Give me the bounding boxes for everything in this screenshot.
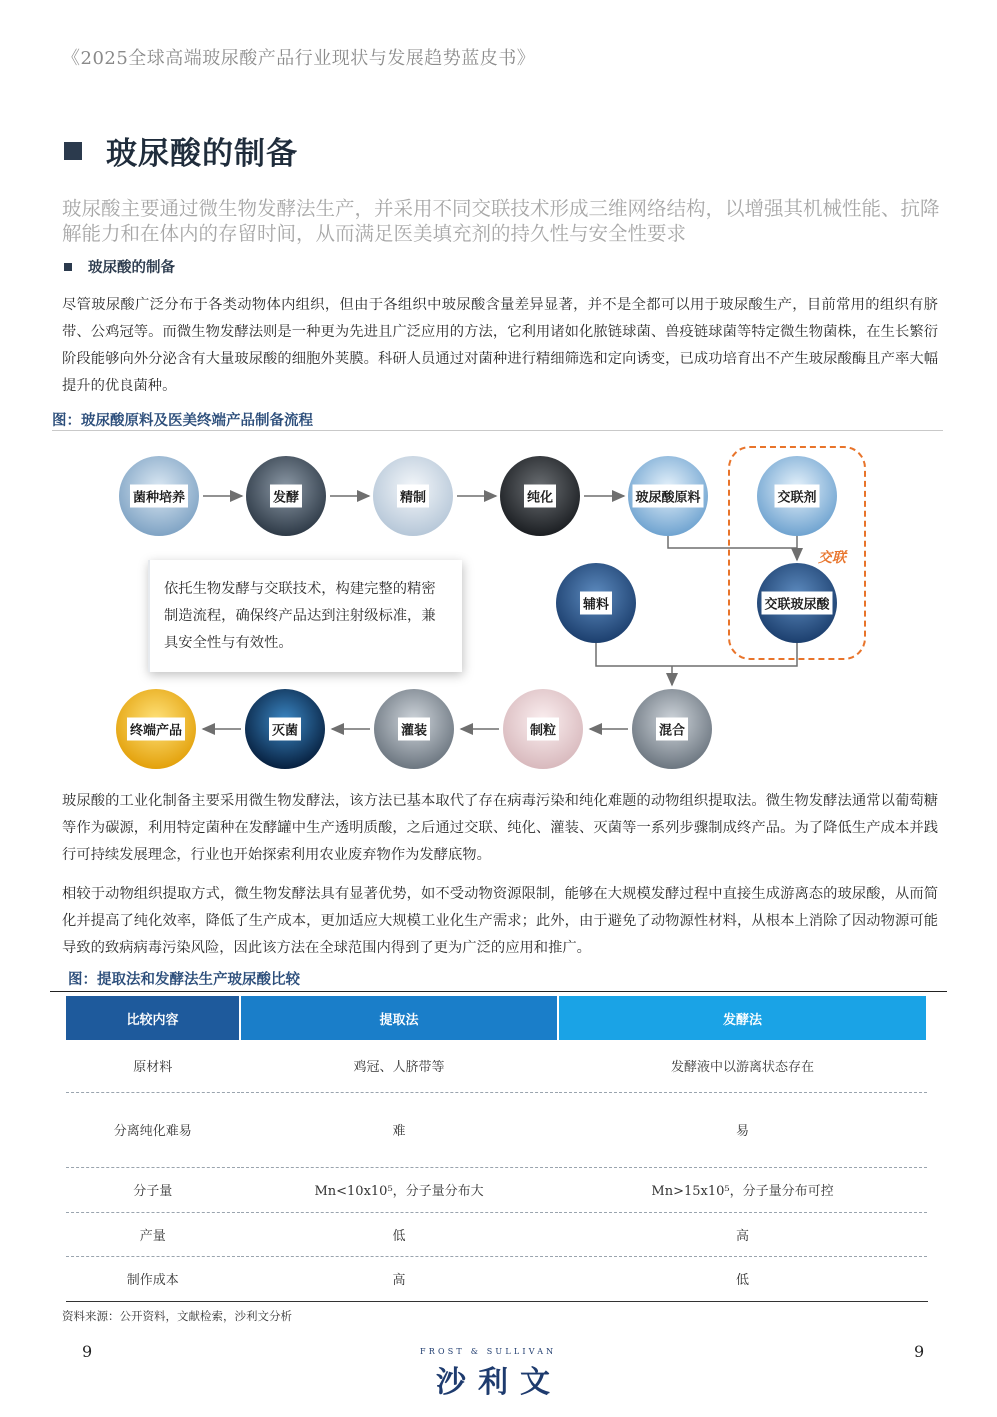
source-note: 资料来源：公开资料，文献检索，沙利文分析 — [62, 1309, 292, 1323]
figure2-title: 图：提取法和发酵法生产玻尿酸比较 — [68, 971, 300, 988]
table-cell: 产量 — [66, 1212, 240, 1256]
table-row — [66, 1092, 927, 1167]
heading-square-icon — [64, 142, 82, 160]
document-title: 《2025全球高端玻尿酸产品行业现状与发展趋势蓝皮书》 — [62, 48, 536, 69]
table-header-cell: 提取法 — [240, 996, 558, 1040]
subheading — [64, 256, 175, 277]
table-row — [66, 1212, 927, 1256]
logo-tagline: FROST & SULLIVAN — [420, 1347, 557, 1356]
step-label-filling: 灌装 — [398, 718, 430, 741]
step-label-fermentation: 发酵 — [270, 485, 302, 508]
step-label-raw-material: 玻尿酸原料 — [632, 485, 703, 508]
process-note-box: 依托生物发酵与交联技术，构建完整的精密制造流程，确保终产品达到注射级标准，兼具安全性与有效性。 — [148, 560, 462, 672]
crosslink-label: 交联 — [818, 550, 846, 566]
page-number-left: 9 — [82, 1342, 93, 1361]
table-header-row — [66, 996, 927, 1040]
subheading-text: 玻尿酸的制备 — [88, 259, 175, 276]
step-label-sterilization: 灭菌 — [269, 718, 301, 741]
table-cell: 制作成本 — [66, 1256, 240, 1301]
table-cell: 低 — [240, 1212, 558, 1256]
step-label-end-product: 终端产品 — [127, 718, 185, 741]
table-cell: 发酵液中以游离状态存在 — [558, 1040, 927, 1092]
step-label-mixing: 混合 — [656, 718, 688, 741]
table-cell: Mn>15x10⁵，分子量分布可控 — [558, 1167, 927, 1212]
step-label-crosslinked-ha: 交联玻尿酸 — [761, 592, 832, 615]
paragraph-1: 尽管玻尿酸广泛分布于各类动物体内组织，但由于各组织中玻尿酸含量差异显著，并不是全都可以用于玻尿酸生产，目前常用的组织有脐带、公鸡冠等。而微生物发酵法则是一种更为先进且广泛应用的方法，它利用诸如化脓链球菌、兽疫链球菌等特定微生物菌株，在生长繁衍阶段能够向外分泌含有大量玻尿酸的细胞外荚膜。科研人员通过对菌种进行精细筛选和定向诱变，已成功培育出不产生玻尿酸酶且产率大幅提升的优良菌种。 — [62, 297, 938, 394]
step-label-refining: 精制 — [397, 485, 429, 508]
figure1-rule — [52, 430, 943, 431]
logo-wordmark: 沙利文 — [436, 1365, 562, 1400]
table-header-cell: 发酵法 — [558, 996, 927, 1040]
table-cell: Mn<10x10⁵，分子量分布大 — [240, 1167, 558, 1212]
step-label-excipient: 辅料 — [580, 592, 612, 615]
step-label-crosslinker: 交联剂 — [774, 485, 819, 508]
table-cell: 原材料 — [66, 1040, 240, 1092]
lead-paragraph: 玻尿酸主要通过微生物发酵法生产，并采用不同交联技术形成三维网络结构，以增强其机械性能、抗降解能力和在体内的存留时间，从而满足医美填充剂的持久性与安全性要求 — [62, 197, 940, 245]
table-cell: 难 — [240, 1092, 558, 1167]
paragraph-3: 相较于动物组织提取方式，微生物发酵法具有显著优势，如不受动物资源限制，能够在大规模发酵过程中直接生成游离态的玻尿酸，从而简化并提高了纯化效率，降低了生产成本，更加适应大规模工业化生产需求；此外，由于避免了动物源性材料，从根本上消除了因动物源可能导致的致病病毒污染风险，因此该方法在全球范围内得到了更为广泛的应用和推广。 — [62, 886, 938, 956]
table-row — [66, 1167, 927, 1212]
step-label-granulation: 制粒 — [527, 718, 559, 741]
table-cell: 分子量 — [66, 1167, 240, 1212]
section-heading — [64, 128, 298, 173]
step-label-culture: 菌种培养 — [130, 485, 188, 508]
figure2-rule — [50, 991, 947, 992]
table-header-cell: 比较内容 — [66, 996, 240, 1040]
bullet-square-icon — [64, 263, 72, 271]
table-row — [66, 1040, 927, 1092]
paragraph-2: 玻尿酸的工业化制备主要采用微生物发酵法，该方法已基本取代了存在病毒污染和纯化难题的动物组织提取法。微生物发酵法通常以葡萄糖等作为碳源，利用特定菌种在发酵罐中生产透明质酸，之后通过交联、纯化、灌装、灭菌等一系列步骤制成终产品。为了降低生产成本并践行可持续发展理念，行业也开始探索利用农业废弃物作为发酵底物。 — [62, 793, 938, 863]
table-cell: 分离纯化难易 — [66, 1092, 240, 1167]
table-cell: 低 — [558, 1256, 927, 1301]
figure1-title: 图：玻尿酸原料及医美终端产品制备流程 — [52, 412, 313, 429]
section-title: 玻尿酸的制备 — [106, 136, 298, 172]
table-cell: 易 — [558, 1092, 927, 1167]
table-cell: 鸡冠、人脐带等 — [240, 1040, 558, 1092]
table-cell: 高 — [240, 1256, 558, 1301]
table-cell: 高 — [558, 1212, 927, 1256]
table-row — [66, 1256, 927, 1301]
step-label-purification: 纯化 — [524, 485, 556, 508]
page-number-right: 9 — [914, 1342, 925, 1361]
comparison-table — [66, 996, 928, 1302]
